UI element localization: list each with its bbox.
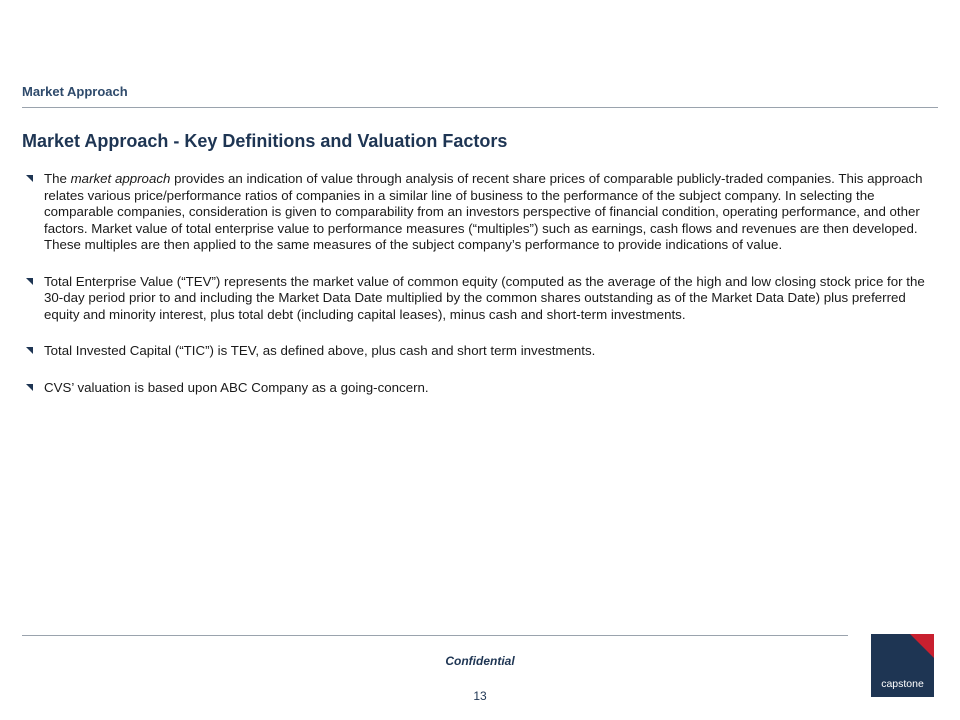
bullet-marker-icon xyxy=(26,384,33,391)
bullet-list xyxy=(22,171,930,396)
bullet-market-approach xyxy=(22,171,930,254)
confidential-label: Confidential xyxy=(445,654,515,668)
bullet-text: CVS’ valuation is based upon ABC Company as a going-concern. xyxy=(44,379,429,395)
bullet-marker-icon xyxy=(26,278,33,285)
logo-corner-mark xyxy=(910,634,934,658)
header-divider xyxy=(22,107,938,108)
logo-text: capstone xyxy=(881,678,924,690)
bullet-text: Total Enterprise Value (“TEV”) represents the market value of common equity (computed as the average of the high and low closing stock price for the 30-day period prior to and including the Market Data Date multiplied by the common shares outstanding as of the Market Data Date) plus preferred equity and minority interest, plus total debt (including capital leases), minus cash and short-term investments. xyxy=(44,273,925,322)
bullet-total-enterprise-value xyxy=(22,274,930,324)
bullet-total-invested-capital xyxy=(22,343,930,360)
bullet-text: The market approach provides an indication of value through analysis of recent share prices of comparable publicly-traded companies. This approach relates various price/performance ratios of companies in a similar line of business to the performance of the subject company. In selecting the comparable companies, consideration is given to comparability from an investors perspective of financial condition, operating performance, and other factors. Market value of total enterprise value to performance measures (“multiples”) such as earnings, cash flows and revenues are then developed. These multiples are then applied to the same measures of the subject company’s performance to provide indications of value. xyxy=(44,171,923,252)
bullet-going-concern xyxy=(22,380,930,397)
bullet-marker-icon xyxy=(26,175,33,182)
capstone-logo xyxy=(871,634,934,697)
emphasis-market-approach: market approach xyxy=(70,171,171,186)
footer-divider xyxy=(22,635,848,636)
page-number: 13 xyxy=(473,689,487,703)
page-title: Market Approach - Key Definitions and Valuation Factors xyxy=(22,131,508,151)
bullet-text: Total Invested Capital (“TIC”) is TEV, as defined above, plus cash and short term investments. xyxy=(44,343,596,358)
bullet-marker-icon xyxy=(26,347,33,354)
section-label: Market Approach xyxy=(22,84,128,99)
